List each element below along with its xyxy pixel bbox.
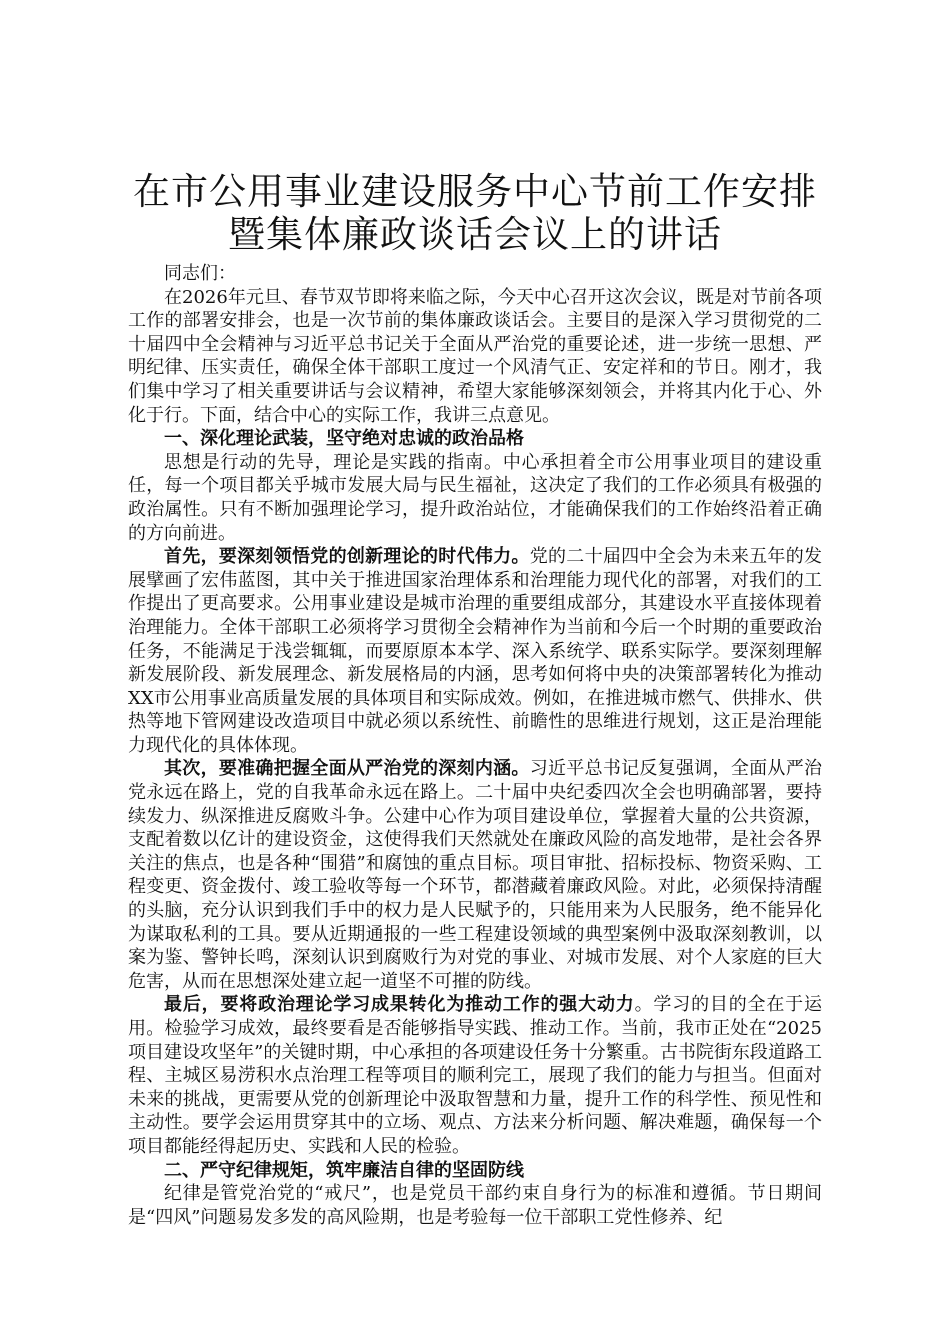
section-1-paragraph-1: 思想是行动的先导，理论是实践的指南。中心承担着全市公用事业项目的建设重任，每一个项目都关乎城市发展大局与民生福祉，这决定了我们的工作必须具有极强的政治属性。只有不断加强理论学习，提升政治站位，才能确保我们的工作始终沿着正确的方向前进。 <box>128 451 822 544</box>
section-2-paragraph-1: 纪律是管党治党的“戒尺”，也是党员干部约束自身行为的标准和遵循。节日期间是“四风”问题易发多发的高风险期，也是考验每一位干部职工党性修养、纪 <box>128 1183 822 1228</box>
paragraph-body: 。学习的目的全在于运用。检验学习成效，最终要看是否能够指导实践、推动工作。当前，我市正处在“2025项目建设攻坚年”的关键时期，中心承担的各项建设任务十分繁重。古书院街东段道路工程、主城区易涝积水点治理工程等项目的顺利完工，展现了我们的能力与担当。但面对未来的挑战，更需要从党的创新理论中汲取智慧和力量，提升工作的科学性、预见性和主动性。要学会运用贯穿其中的立场、观点、方法来分析问题、解决难题，确保每一个项目都能经得起历史、实践和人民的检验。 <box>128 994 823 1157</box>
section-1-paragraph-4 <box>128 993 822 1158</box>
paragraph-lead-first: 首先，要深刻领悟党的创新理论的时代伟力。 <box>164 546 530 568</box>
section-2-heading: 二、严守纪律规矩，筑牢廉洁自律的坚固防线 <box>164 1159 524 1181</box>
section-1-paragraph-2 <box>128 545 822 757</box>
salutation: 同志们： <box>164 263 236 284</box>
document-title: 在市公用事业建设服务中心节前工作安排暨集体廉政谈话会议上的讲话 <box>133 170 817 256</box>
paragraph-lead-last: 最后，要将政治理论学习成果转化为推动工作的强大动力 <box>164 994 635 1016</box>
paragraph-lead-second: 其次，要准确把握全面从严治党的深刻内涵。 <box>164 758 530 780</box>
intro-paragraph: 在2026年元旦、春节双节即将来临之际，今天中心召开这次会议，既是对节前各项工作的部署安排会，也是一次节前的集体廉政谈话会。主要目的是深入学习贯彻党的二十届四中全会精神与习近平总书记关于全面从严治党的重要论述，进一步统一思想、严明纪律、压实责任，确保全体干部职工度过一个风清气正、安定祥和的节日。刚才，我们集中学习了相关重要讲话与会议精神，希望大家能够深刻领会，并将其内化于心、外化于行。下面，结合中心的实际工作，我讲三点意见。 <box>128 286 822 426</box>
section-1-paragraph-3 <box>128 757 822 993</box>
paragraph-body: 党的二十届四中全会为未来五年的发展擘画了宏伟蓝图，其中关于推进国家治理体系和治理能力现代化的部署，对我们的工作提出了更高要求。公用事业建设是城市治理的重要组成部分，其建设水平直接体现着治理能力。全体干部职工必须将学习贯彻全会精神作为当前和今后一个时期的重要政治任务，不能满足于浅尝辄辄，而要原原本本学、深入系统学、联系实际学。要深刻理解新发展阶段、新发展理念、新发展格局的内涵，思考如何将中央的决策部署转化为推动XX市公用事业高质量发展的具体项目和实际成效。例如，在推进城市燃气、供排水、供热等地下管网建设改造项目中就必须以系统性、前瞻性的思维进行规划，这正是治理能力现代化的具体体现。 <box>128 546 823 756</box>
section-1-heading: 一、深化理论武装，坚守绝对忠诚的政治品格 <box>164 428 524 450</box>
document-page <box>128 170 822 1229</box>
paragraph-body: 习近平总书记反复强调，全面从严治党永远在路上，党的自我革命永远在路上。二十届中央纪委四次全会也明确部署，要持续发力、纵深推进反腐败斗争。公建中心作为项目建设单位，掌握着大量的公共资源，支配着数以亿计的建设资金，这使得我们天然就处在廉政风险的高发地带，是社会各界关注的焦点，也是各种“围猎”和腐蚀的重点目标。项目审批、招标投标、物资采购、工程变更、资金拨付、竣工验收等每一个环节，都潜藏着廉政风险。对此，必须保持清醒的头脑，充分认识到我们手中的权力是人民赋予的，只能用来为人民服务，绝不能异化为谋取私利的工具。要从近期通报的一些工程建设领域的典型案例中汲取深刻教训，以案为鉴、警钟长鸣，深刻认识到腐败行为对党的事业、对城市发展、对个人家庭的巨大危害，从而在思想深处建立起一道坚不可摧的防线。 <box>128 758 823 992</box>
